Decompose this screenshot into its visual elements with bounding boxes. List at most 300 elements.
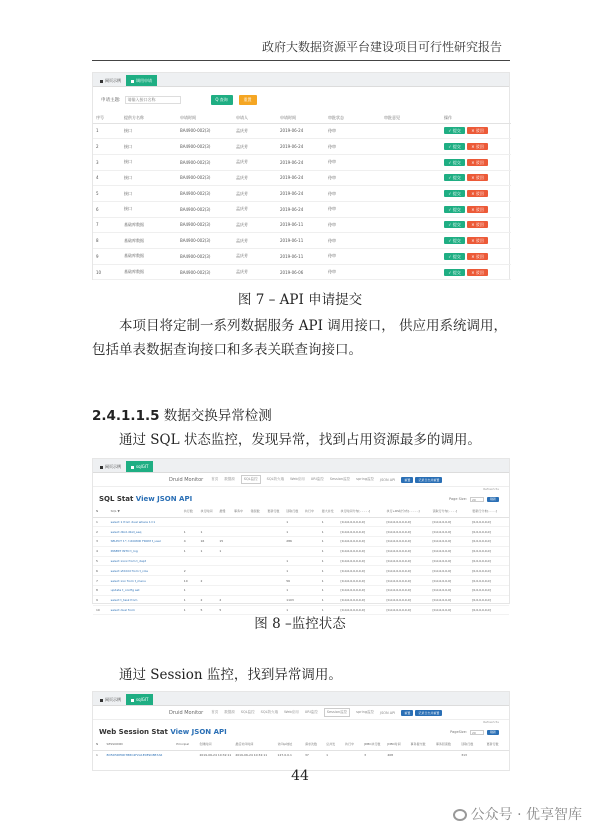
reject-button[interactable]: ✕ 驳回: [467, 221, 488, 228]
table-row: [93, 750, 509, 759]
paragraph-sql-monitor: 通过 SQL 状态监控，发现异常，找到占用资源最多的调用。: [119, 432, 481, 448]
table-cell: [0,0,0,0,0,0]: [430, 527, 470, 537]
table-cell: [381, 264, 441, 280]
table-cell: [0,0,0,0,0,0]: [430, 586, 470, 596]
table-cell: [381, 123, 441, 139]
druid-brand: Druid Monitor: [169, 709, 204, 716]
table-cell: [302, 537, 319, 547]
api-request-screenshot: [92, 72, 510, 280]
section-heading: [92, 404, 272, 424]
table-cell: [0,0,0,0,0,0]: [430, 546, 470, 556]
table-cell: 待审: [325, 123, 381, 139]
reject-button[interactable]: ✕ 驳回: [467, 206, 488, 213]
table-cell: [0,0,0,0,0,0]: [469, 566, 509, 576]
table-cell: 孟庆芳: [233, 233, 277, 249]
table-cell: [0,0,0,0,0,0]: [430, 517, 470, 527]
refresh-button[interactable]: 刷新: [487, 497, 499, 502]
table-cell: [248, 586, 265, 596]
table-cell: 孟庆芳: [233, 170, 277, 186]
column-header[interactable]: 操作: [441, 113, 511, 123]
column-header[interactable]: 错误数: [248, 505, 265, 517]
tab-bar: [93, 73, 509, 87]
page-size-control: PageSize: 20 刷新: [450, 730, 509, 735]
table-cell: [302, 556, 319, 566]
table-cell: 1: [319, 605, 338, 615]
table-cell: 1: [319, 586, 338, 596]
table-cell: [248, 517, 265, 527]
document-icon: [131, 80, 134, 83]
tab-sqlgit[interactable]: sqlGIT: [126, 694, 153, 705]
table-row: [93, 264, 511, 280]
table-cell: [264, 517, 283, 527]
table-cell: 2019-06-24: [277, 154, 325, 170]
table-cell: [0,0,0,0,0,0]: [469, 605, 509, 615]
table-cell: [231, 586, 248, 596]
table-row: [93, 201, 511, 217]
reset-button[interactable]: 重置: [401, 710, 413, 716]
approve-button[interactable]: ✓ 提交: [444, 206, 465, 213]
table-cell: 1: [181, 586, 198, 596]
view-json-api-link[interactable]: View JSON API: [170, 728, 227, 736]
table-cell: [381, 139, 441, 155]
query-button[interactable]: Q 查询: [211, 95, 233, 105]
action-cell: [441, 233, 511, 249]
table-cell: [302, 576, 319, 586]
table-row: [93, 170, 511, 186]
nav-datasource[interactable]: 数据源: [224, 477, 235, 481]
approve-button[interactable]: ✓ 提交: [444, 253, 465, 260]
table-cell: [0,0,0,0,0,0,0,0]: [384, 537, 430, 547]
table-cell: [0,0,0,0,0,0]: [469, 595, 509, 605]
nav-home[interactable]: 首页: [211, 477, 219, 481]
table-row: [93, 586, 509, 596]
table-cell: [0,0,0,0,0,0]: [469, 546, 509, 556]
page-size-select[interactable]: 20: [470, 730, 484, 735]
table-cell: 5: [93, 186, 121, 202]
table-cell: 5: [93, 556, 108, 566]
table-row: [93, 595, 509, 605]
nav-sql[interactable]: SQL监控: [240, 710, 255, 714]
table-cell: 孟庆芳: [233, 139, 277, 155]
table-cell[interactable]: select xxxx from t_dept: [108, 556, 181, 566]
table-cell: 1: [283, 605, 302, 615]
reset-button[interactable]: 重置: [401, 477, 413, 483]
table-cell: 待审: [325, 186, 381, 202]
table-cell: 5: [198, 605, 217, 615]
session-stat-screenshot: [92, 691, 510, 771]
table-row: [93, 546, 509, 556]
reject-button[interactable]: ✕ 驳回: [467, 143, 488, 150]
column-header[interactable]: 审批状态: [325, 113, 381, 123]
column-header[interactable]: 请求次数: [302, 738, 323, 750]
table-cell: 1: [319, 546, 338, 556]
column-header[interactable]: SESSIONID: [104, 738, 174, 750]
view-json-api-link[interactable]: View JSON API: [135, 495, 193, 503]
table-cell: [381, 201, 441, 217]
column-header[interactable]: 事务提交数: [408, 738, 433, 750]
table-cell: [302, 586, 319, 596]
column-header[interactable]: 申请时间: [277, 113, 325, 123]
table-row: [93, 186, 511, 202]
table-cell: 接口: [121, 186, 177, 202]
table-cell: 56: [283, 576, 302, 586]
table-cell: 3: [93, 154, 121, 170]
table-cell: 1: [326, 752, 329, 757]
table-cell: [216, 517, 231, 527]
druid-nav: [93, 706, 509, 720]
table-cell: 1: [198, 527, 217, 537]
table-cell: 1: [319, 566, 338, 576]
reject-button[interactable]: ✕ 驳回: [467, 253, 488, 260]
column-header[interactable]: N: [93, 738, 104, 750]
action-cell: [441, 264, 511, 280]
approve-button[interactable]: ✓ 提交: [444, 237, 465, 244]
table-row: [93, 566, 509, 576]
table-cell: 7: [93, 217, 121, 233]
table-cell: 2019-06-24: [277, 170, 325, 186]
reject-button[interactable]: ✕ 驳回: [467, 159, 488, 166]
action-cell: [441, 217, 511, 233]
table-cell: [198, 586, 217, 596]
page-number: 44: [291, 768, 309, 784]
table-cell: 1: [319, 576, 338, 586]
table-cell: [0,0,0,0,0,0]: [469, 576, 509, 586]
tab-home[interactable]: 网页示例: [95, 461, 126, 472]
column-header[interactable]: 执行中: [342, 738, 361, 750]
watermark: 公众号 · 优享智库: [453, 804, 582, 824]
column-header[interactable]: 执行时间: [198, 505, 217, 517]
table-cell: [0,0,0,0,0,0]: [469, 556, 509, 566]
table-cell: 接口: [121, 123, 177, 139]
table-cell: 1: [198, 546, 217, 556]
table-cell: [264, 556, 283, 566]
table-cell: 4: [93, 170, 121, 186]
table-cell: [0,0,0,0,0,0,0,0]: [338, 595, 384, 605]
tab-apply[interactable]: 调用申请: [126, 75, 157, 86]
tab-home[interactable]: 网页示例: [95, 694, 126, 705]
table-cell: 15: [216, 537, 231, 547]
tab-home[interactable]: 网页示例: [95, 75, 126, 86]
table-cell: [302, 517, 319, 527]
tab-sqlgit[interactable]: sqlGIT: [126, 461, 153, 472]
druid-nav: [93, 473, 509, 487]
table-cell: 1: [181, 595, 198, 605]
table-cell: BA4900-002(3): [177, 201, 233, 217]
column-header[interactable]: 执行时间分布[- - - - -]: [338, 505, 384, 517]
table-cell: 待审: [325, 201, 381, 217]
column-header[interactable]: SQL ▼: [108, 505, 181, 517]
sql-stat-table: [93, 505, 509, 615]
page-size-select[interactable]: 20: [470, 497, 484, 502]
table-cell: [302, 527, 319, 537]
table-cell: [216, 576, 231, 586]
table-cell: 1: [283, 556, 302, 566]
column-header[interactable]: 读取行数: [283, 505, 302, 517]
table-cell[interactable]: select dual from: [108, 605, 181, 615]
reject-button[interactable]: ✕ 驳回: [467, 237, 488, 244]
table-cell: 基础库数据: [121, 217, 177, 233]
database-icon: [131, 466, 134, 469]
approve-button[interactable]: ✓ 提交: [444, 269, 465, 276]
column-header[interactable]: 申请时间: [177, 113, 233, 123]
table-cell: 313: [461, 752, 467, 757]
table-cell: 2019-06-11: [277, 217, 325, 233]
column-header[interactable]: 创建时间: [196, 738, 232, 750]
table-cell: BA4900-002(3): [177, 186, 233, 202]
table-cell[interactable]: select sfdddd from t_role: [108, 566, 181, 576]
table-cell: 16: [198, 537, 217, 547]
column-header[interactable]: 更新行数: [484, 738, 509, 750]
log-reset-button[interactable]: 记录日志并重置: [415, 477, 442, 483]
column-header[interactable]: 读取行分布[- - - -]: [430, 505, 470, 517]
database-icon: [131, 699, 134, 702]
table-cell: 2: [181, 566, 198, 576]
column-header[interactable]: 更新行数: [264, 505, 283, 517]
log-reset-button[interactable]: 记录日志并重置: [415, 710, 442, 716]
nav-home[interactable]: 首页: [211, 710, 219, 714]
nav-spring[interactable]: spring监控: [356, 710, 375, 714]
table-cell: 孟庆芳: [233, 249, 277, 265]
table-cell[interactable]: select dbid.dbid_seq: [108, 527, 181, 537]
table-cell: 待审: [325, 217, 381, 233]
column-header[interactable]: 最大并发: [319, 505, 338, 517]
approve-button[interactable]: ✓ 提交: [444, 221, 465, 228]
table-cell: [216, 586, 231, 596]
nav-json-api[interactable]: JSON API: [380, 710, 396, 715]
table-cell: 8: [93, 586, 108, 596]
search-label: 申请主题:: [101, 98, 121, 103]
table-cell: 127.0.0.1: [277, 752, 292, 757]
column-header[interactable]: 读取行数: [458, 738, 483, 750]
table-cell: 1: [181, 605, 198, 615]
column-header[interactable]: 审批意见: [381, 113, 441, 123]
table-cell: 9: [93, 595, 108, 605]
table-cell: 2: [198, 576, 217, 586]
nav-uri[interactable]: URI监控: [310, 477, 324, 481]
table-cell: [283, 546, 302, 556]
table-cell: 待审: [325, 264, 381, 280]
table-cell: [216, 556, 231, 566]
column-header[interactable]: 最慢: [216, 505, 231, 517]
druid-brand: Druid Monitor: [169, 476, 204, 483]
column-header[interactable]: 总并发: [323, 738, 342, 750]
nav-firewall[interactable]: SQL防火墙: [266, 477, 285, 481]
table-cell: [433, 750, 458, 759]
column-header[interactable]: 最后访问时间: [232, 738, 274, 750]
action-cell: [441, 249, 511, 265]
refresh-button[interactable]: 刷新: [487, 730, 499, 735]
table-cell[interactable]: select xxx from t_menu: [108, 576, 181, 586]
table-cell: [264, 546, 283, 556]
table-cell[interactable]: update t_config set: [108, 586, 181, 596]
table-row: [93, 517, 509, 527]
table-cell: 37: [304, 752, 309, 757]
column-header[interactable]: 序号: [93, 113, 121, 123]
table-cell: [264, 586, 283, 596]
table-cell: [381, 170, 441, 186]
reject-button[interactable]: ✕ 驳回: [467, 269, 488, 276]
table-cell: [0,0,0,0,0,0,0,0]: [384, 566, 430, 576]
table-cell: [0,0,0,0,0,0,0,0]: [338, 546, 384, 556]
column-header[interactable]: JDBC时间: [384, 738, 407, 750]
column-header[interactable]: 执行+RS时分布[- - - - -]: [384, 505, 430, 517]
home-icon: [100, 466, 103, 469]
table-cell: 2019-06-24: [277, 139, 325, 155]
table-cell: 6: [93, 201, 121, 217]
table-cell: 2019-06-11: [277, 233, 325, 249]
nav-session[interactable]: Session监控: [324, 708, 350, 717]
approve-button[interactable]: ✓ 提交: [444, 159, 465, 166]
tab-bar: [93, 692, 509, 706]
table-cell: 2019-06-24: [277, 201, 325, 217]
paragraph-api: 本项目将定制一系列数据服务 API 调用接口， 供应用系统调用，包括单表数据查询接口和多表关联查询接口。: [92, 318, 508, 358]
reject-button[interactable]: ✕ 驳回: [467, 190, 488, 197]
table-cell: 1: [319, 537, 338, 547]
column-header[interactable]: 事务中: [231, 505, 248, 517]
table-cell: [231, 556, 248, 566]
table-cell: 10: [93, 264, 121, 280]
table-cell[interactable]: SELECT t.*, t.ROWID FROM t_user: [108, 537, 181, 547]
table-cell: [248, 537, 265, 547]
table-cell: 1: [216, 546, 231, 556]
action-cell: [441, 139, 511, 155]
table-cell: [216, 527, 231, 537]
table-cell: 1: [181, 546, 198, 556]
table-cell: [0,0,0,0,0,0,0,0]: [384, 595, 430, 605]
table-cell: [0,0,0,0,0,0,0,0]: [384, 527, 430, 537]
session-stat-table: [93, 738, 509, 759]
nav-datasource[interactable]: 数据源: [224, 710, 235, 714]
table-cell: 接口: [121, 139, 177, 155]
table-cell: [0,0,0,0,0,0,0,0]: [384, 605, 430, 615]
table-cell: 2: [216, 595, 231, 605]
request-table: [93, 113, 511, 280]
column-header[interactable]: Principal: [173, 738, 196, 750]
table-cell: BA4900-002(3): [177, 123, 233, 139]
home-icon: [100, 80, 103, 83]
column-header[interactable]: 执行数: [181, 505, 198, 517]
column-header[interactable]: 访问ip地址: [275, 738, 302, 750]
table-cell: 1: [96, 752, 98, 757]
table-row: [93, 556, 509, 566]
reset-button[interactable]: 重置: [239, 95, 257, 105]
approve-button[interactable]: ✓ 提交: [444, 174, 465, 181]
table-cell: BA4900-002(3): [177, 139, 233, 155]
column-header[interactable]: 申请人: [233, 113, 277, 123]
table-cell: 3: [364, 752, 367, 757]
column-header[interactable]: JDBC执行数: [361, 738, 384, 750]
table-cell: [0,0,0,0,0,0,0,0]: [384, 517, 430, 527]
table-cell: BA4900-002(3): [177, 264, 233, 280]
approve-button[interactable]: ✓ 提交: [444, 190, 465, 197]
table-cell: 3: [93, 537, 108, 547]
table-row: [93, 233, 511, 249]
table-cell[interactable]: 8D5D5DE6D7B8C4F2A1E0E9C8B7A6: [106, 752, 163, 757]
approve-button[interactable]: ✓ 提交: [444, 127, 465, 134]
column-header[interactable]: 事务回滚数: [433, 738, 458, 750]
table-cell: 接口: [121, 170, 177, 186]
table-cell: [408, 750, 433, 759]
table-cell: 2019-06-24 10:32:11: [199, 752, 232, 757]
wechat-icon: [453, 809, 467, 821]
home-icon: [100, 699, 103, 702]
table-cell: 孟庆芳: [233, 154, 277, 170]
reject-button[interactable]: ✕ 驳回: [467, 174, 488, 181]
table-cell: [248, 595, 265, 605]
table-row: [93, 249, 511, 265]
table-cell: 1: [93, 123, 121, 139]
column-header[interactable]: 提供方名称: [121, 113, 177, 123]
table-cell: [264, 537, 283, 547]
table-cell[interactable]: INSERT INTO t_log: [108, 546, 181, 556]
table-cell: [198, 517, 217, 527]
column-header[interactable]: 更新行分布[- - - -]: [469, 505, 509, 517]
section-title-text: 数据交换异常检测: [163, 408, 272, 424]
table-cell: [302, 595, 319, 605]
table-cell: [381, 217, 441, 233]
table-cell: 4: [181, 537, 198, 547]
table-cell: [342, 750, 361, 759]
table-cell: [0,0,0,0,0,0,0,0]: [338, 576, 384, 586]
table-cell[interactable]: select 1 from dual where 1=1: [108, 517, 181, 527]
reject-button[interactable]: ✕ 驳回: [467, 127, 488, 134]
table-cell: [0,0,0,0,0,0,0,0]: [384, 576, 430, 586]
page-header: 政府大数据资源平台建设项目可行性研究报告: [261, 40, 502, 54]
nav-json-api[interactable]: JSON API: [380, 477, 396, 482]
table-cell: 6: [93, 566, 108, 576]
header-rule: [92, 60, 510, 61]
nav-sql[interactable]: SQL监控: [241, 475, 261, 484]
column-header[interactable]: 执行中: [302, 505, 319, 517]
table-cell: 待审: [325, 139, 381, 155]
table-cell: [264, 595, 283, 605]
table-cell: 8: [93, 233, 121, 249]
nav-webapp[interactable]: Web应用: [290, 477, 305, 481]
table-cell: 1103: [283, 595, 302, 605]
table-cell: 待审: [325, 233, 381, 249]
nav-webapp[interactable]: Web应用: [284, 710, 299, 714]
table-cell: 2019-06-11: [277, 249, 325, 265]
nav-uri[interactable]: URI监控: [304, 710, 318, 714]
table-cell: [248, 546, 265, 556]
table-cell: 1: [283, 566, 302, 576]
column-header[interactable]: N: [93, 505, 108, 517]
table-cell[interactable]: select t_task from: [108, 595, 181, 605]
search-input[interactable]: 请输入接口名称: [125, 96, 181, 104]
paragraph-session-monitor: 通过 Session 监控，找到异常调用。: [119, 667, 342, 683]
nav-spring[interactable]: spring监控: [356, 477, 375, 481]
table-cell: [0,0,0,0,0,0]: [430, 595, 470, 605]
table-cell: BA4900-002(3): [177, 233, 233, 249]
action-cell: [441, 154, 511, 170]
table-row: [93, 154, 511, 170]
table-cell: [198, 566, 217, 576]
nav-firewall[interactable]: SQL防火墙: [260, 710, 279, 714]
stat-bar: [93, 726, 509, 738]
approve-button[interactable]: ✓ 提交: [444, 143, 465, 150]
session-stat-title: Web Session Stat View JSON API: [99, 728, 227, 736]
table-cell: 待审: [325, 154, 381, 170]
table-cell: [198, 556, 217, 566]
table-cell: [0,0,0,0,0,0,0,0]: [338, 517, 384, 527]
sql-stat-title: SQL Stat View JSON API: [99, 495, 193, 503]
table-cell: BA4900-002(3): [177, 249, 233, 265]
nav-session[interactable]: Session监控: [329, 477, 351, 481]
table-cell: 接口: [121, 154, 177, 170]
table-cell: [181, 517, 198, 527]
table-cell: 1: [283, 527, 302, 537]
page-size-control: Page Size: 20 刷新: [449, 497, 509, 502]
